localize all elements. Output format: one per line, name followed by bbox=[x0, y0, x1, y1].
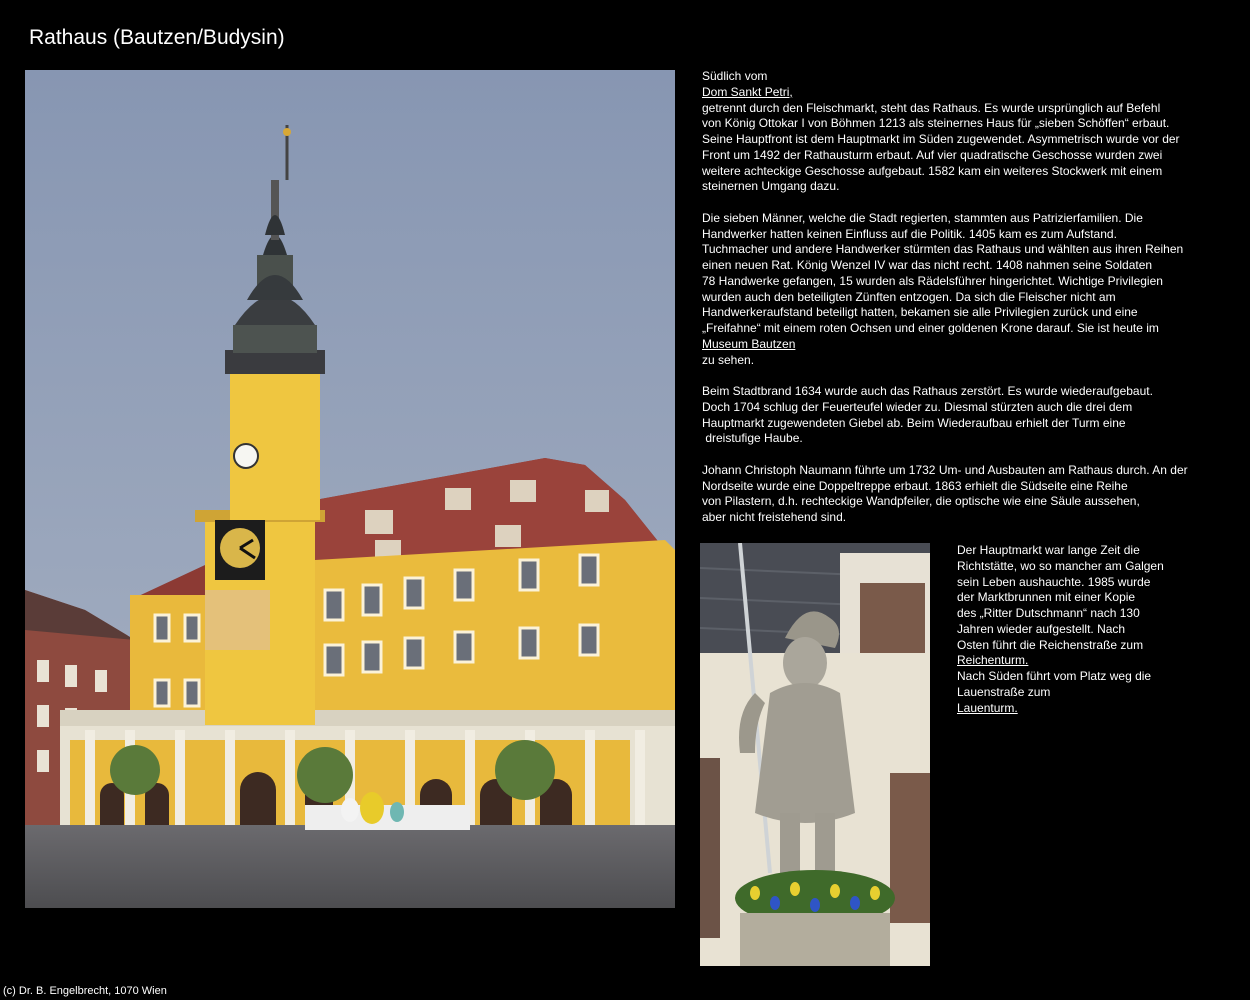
copyright-footer: (c) Dr. B. Engelbrecht, 1070 Wien bbox=[3, 985, 167, 997]
text-line: getrennt durch den Fleischmarkt, steht das Rathaus. Es wurde ursprünglich auf Befehl bbox=[702, 100, 1161, 115]
side-description-text bbox=[957, 543, 1197, 716]
text-line: Handwerker hatten keinen Einfluss auf die Politik. 1405 kam es zum Aufstand. bbox=[702, 226, 1117, 241]
text-line: aber nicht freistehend sind. bbox=[702, 510, 847, 524]
side-photo bbox=[700, 543, 930, 966]
text-line: von König Ottokar I von Böhmen 1213 als steinernes Haus für „sieben Schöffen“ erbaut. bbox=[702, 116, 1170, 131]
text-line: Doch 1704 schlug der Feuerteufel wieder zu. Diesmal stürzten auch die drei dem bbox=[702, 399, 1133, 414]
main-photo bbox=[25, 70, 675, 908]
text-line: wurden auch den beteiligten Zünften entzogen. Da sich die Fleischer nicht am bbox=[702, 289, 1116, 304]
paragraph-1 bbox=[702, 69, 1197, 195]
link-museum-bautzen[interactable]: Museum Bautzen bbox=[702, 336, 796, 351]
text-line: weitere achteckige Geschosse aufgebaut. 1582 kam ein weiteres Stockwerk mit einem bbox=[702, 163, 1163, 178]
text-line: von Pilastern, d.h. rechteckige Wandpfeiler, die optische wie eine Säule aussehen, bbox=[702, 494, 1140, 509]
text-line: dreistufige Haube. bbox=[702, 431, 803, 446]
link-reichenturm[interactable]: Reichenturm. bbox=[957, 653, 1029, 668]
text-line: des „Ritter Dutschmann“ nach 130 bbox=[957, 606, 1140, 620]
text-line: sein Leben aushauchte. 1985 wurde bbox=[957, 574, 1151, 589]
text-line: Jahren wieder aufgestellt. Nach bbox=[957, 621, 1126, 636]
text-line: Seine Hauptfront ist dem Hauptmarkt im Süden zugewendet. Asymmetrisch wurde vor der bbox=[702, 132, 1180, 146]
text-line: der Marktbrunnen mit einer Kopie bbox=[957, 590, 1136, 605]
paragraph-2 bbox=[702, 211, 1197, 369]
text-line: Richtstätte, wo so mancher am Galgen bbox=[957, 558, 1164, 573]
description-text bbox=[702, 69, 1197, 542]
paragraph-3 bbox=[702, 384, 1197, 447]
page-title: Rathaus (Bautzen/Budysin) bbox=[29, 26, 285, 49]
text-line: Beim Stadtbrand 1634 wurde auch das Rathaus zerstört. Es wurde wiederaufgebaut. bbox=[702, 384, 1153, 398]
text-line: einen neuen Rat. König Wenzel IV war das nicht recht. 1408 nahmen seine Soldaten bbox=[702, 258, 1153, 272]
text-line: Osten führt die Reichenstraße zum bbox=[957, 637, 1144, 652]
text-line: Nach Süden führt vom Platz weg die bbox=[957, 669, 1152, 683]
text-line: 78 Handwerke gefangen, 15 wurden als Rädelsführer hingerichtet. Wichtige Privilegien bbox=[702, 273, 1163, 288]
paragraph-4 bbox=[702, 463, 1197, 526]
text-line: Nordseite wurde eine Doppeltreppe erbaut. 1863 erhielt die Südseite eine Reihe bbox=[702, 478, 1128, 493]
text-line: Der Hauptmarkt war lange Zeit die bbox=[957, 543, 1140, 557]
text-line: Tuchmacher und andere Handwerker stürmten das Rathaus und wählten aus ihren Reihen bbox=[702, 242, 1184, 257]
text-line: „Freifahne“ mit einem roten Ochsen und einer goldenen Krone darauf. Sie ist heute im bbox=[702, 321, 1159, 335]
link-lauenturm[interactable]: Lauenturm. bbox=[957, 700, 1018, 715]
text-line: zu sehen. bbox=[702, 352, 755, 367]
text-line: Südlich vom bbox=[702, 69, 768, 83]
text-line: Johann Christoph Naumann führte um 1732 Um- und Ausbauten am Rathaus durch. An der bbox=[702, 462, 1188, 477]
statue-image bbox=[700, 543, 930, 966]
text-line: Front um 1492 der Rathausturm erbaut. Auf vier quadratische Geschosse wurden zwei bbox=[702, 147, 1163, 162]
text-line: Die sieben Männer, welche die Stadt regierten, stammten aus Patrizierfamilien. Die bbox=[702, 210, 1143, 225]
text-line: Lauenstraße zum bbox=[957, 684, 1051, 699]
text-line: Handwerkeraufstand beteiligt hatten, bekamen sie alle Privilegien zurück und eine bbox=[702, 305, 1138, 320]
town-hall-image bbox=[25, 70, 675, 908]
link-dom-sankt-petri[interactable]: Dom Sankt Petri, bbox=[702, 84, 793, 99]
text-line: steinernen Umgang dazu. bbox=[702, 179, 840, 194]
text-line: Hauptmarkt zugewendeten Giebel ab. Beim Wiederaufbau erhielt der Turm eine bbox=[702, 415, 1126, 430]
